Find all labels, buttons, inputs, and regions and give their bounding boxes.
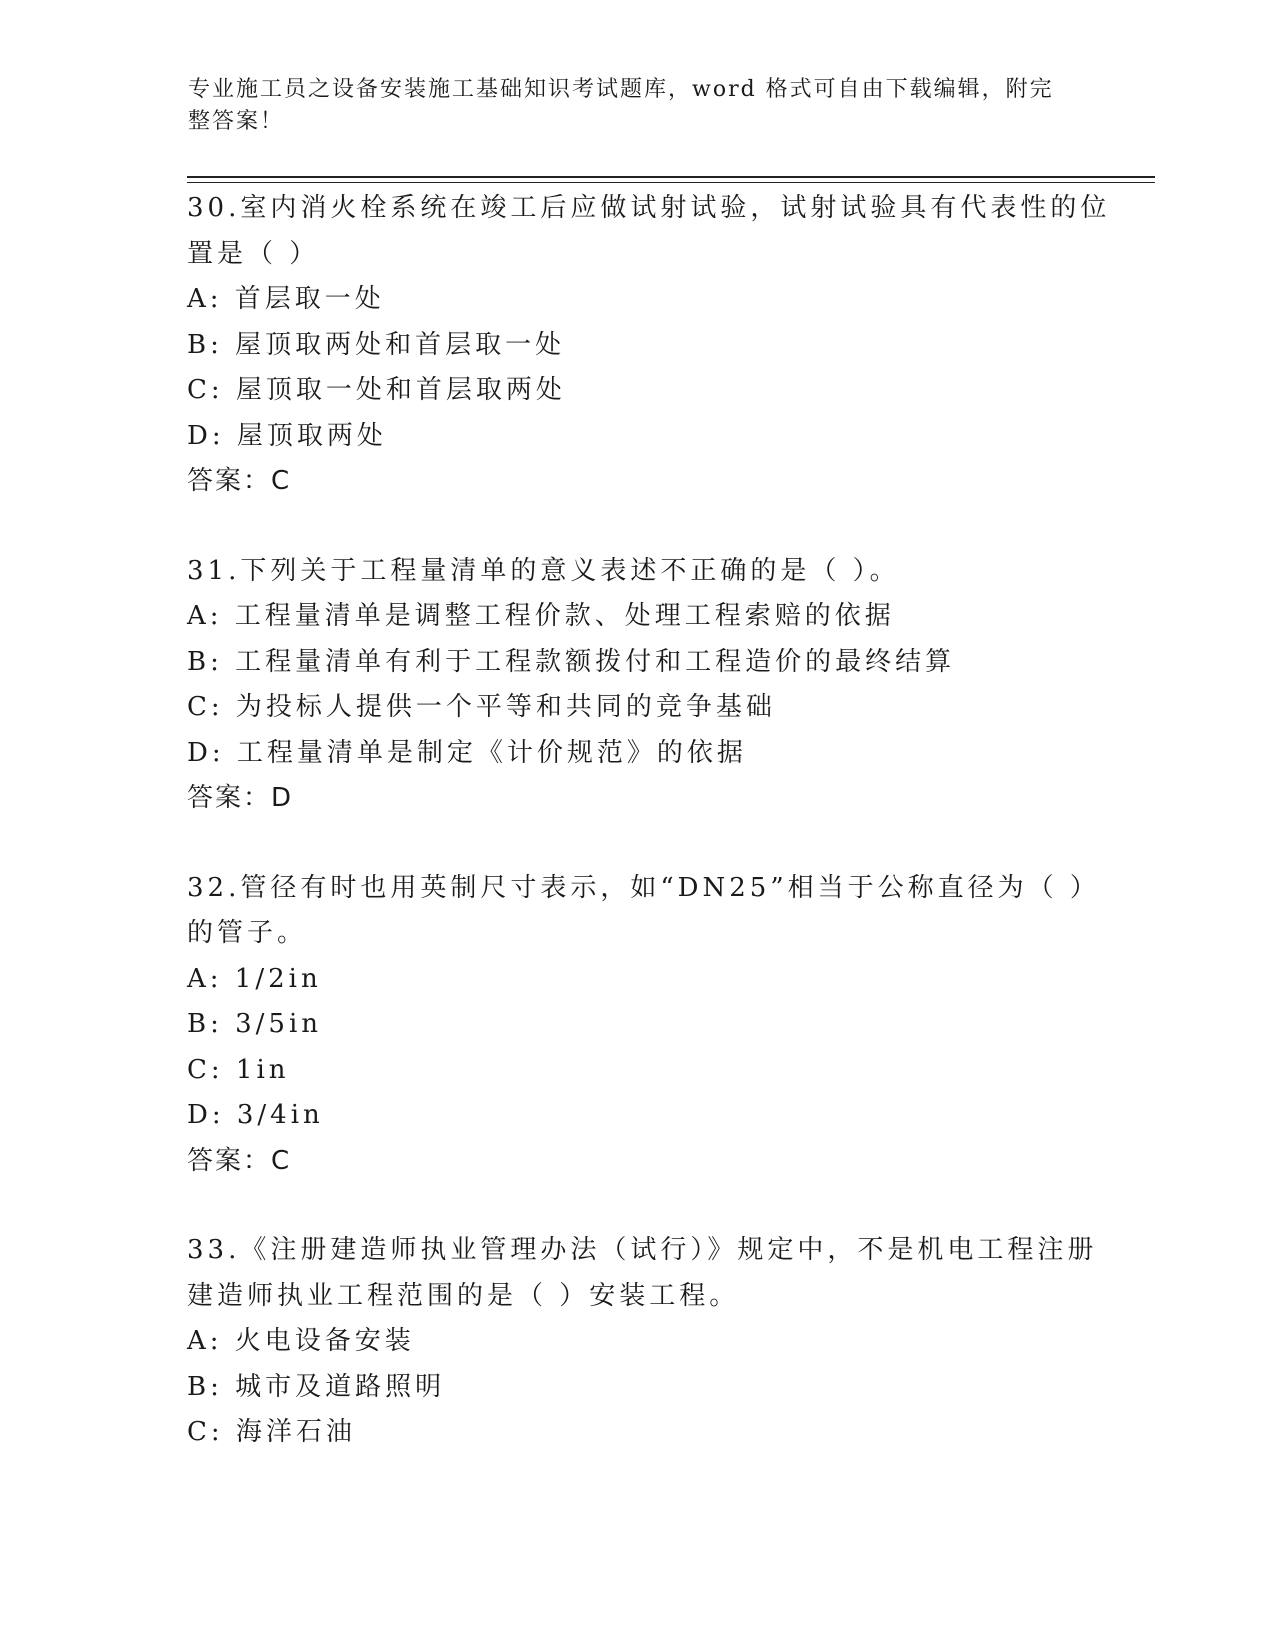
question-stem: 30.室内消火栓系统在竣工后应做试射试验，试射试验具有代表性的位 (187, 193, 1111, 223)
header-divider-thin (187, 182, 1155, 183)
question-stem: 置是（ ） (187, 238, 320, 269)
question-32 (187, 866, 1100, 1185)
question-stem: 32.管径有时也用英制尺寸表示，如“DN25”相当于公称直径为（ ） (187, 872, 1100, 903)
option-d: D: 工程量清单是制定《计价规范》的依据 (187, 737, 747, 768)
option-c: C: 为投标人提供一个平等和共同的竞争基础 (187, 692, 776, 722)
question-stem: 31.下列关于工程量清单的意义表述不正确的是（ ）。 (187, 555, 900, 586)
option-c: C: 1in (187, 1054, 290, 1085)
option-d: D: 屋顶取两处 (187, 420, 387, 451)
option-b: B: 工程量清单有利于工程款额拨付和工程造价的最终结算 (187, 646, 956, 677)
option-d: D: 3/4in (187, 1100, 324, 1130)
option-b: B: 屋顶取两处和首层取一处 (187, 329, 566, 360)
answer: 答案：C (187, 466, 292, 496)
option-a: A: 火电设备安装 (187, 1326, 415, 1356)
question-stem: 33.《注册建造师执业管理办法（试行）》规定中，不是机电工程注册 (187, 1235, 1098, 1265)
question-stem: 的管子。 (187, 918, 308, 948)
option-a: A: 工程量清单是调整工程价款、处理工程索赔的依据 (187, 601, 895, 631)
question-31 (187, 549, 1087, 822)
question-list (187, 186, 1111, 1500)
question-33 (187, 1228, 1098, 1456)
header-line-2: 整答案！ (188, 109, 285, 134)
answer: 答案：D (187, 783, 294, 813)
answer: 答案：C (187, 1145, 292, 1176)
option-a: A: 1/2in (187, 963, 322, 994)
header-divider-thick (187, 176, 1155, 178)
option-c: C: 屋顶取一处和首层取两处 (187, 375, 566, 405)
header-line-1: 专业施工员之设备安装施工基础知识考试题库，word 格式可自由下载编辑，附完 (188, 77, 1054, 102)
question-stem: 建造师执业工程范围的是（ ）安装工程。 (187, 1280, 740, 1311)
question-30 (187, 186, 1111, 505)
option-b: B: 城市及道路照明 (187, 1371, 446, 1402)
document-header (188, 74, 1068, 138)
option-a: A: 首层取一处 (187, 284, 385, 314)
option-c: C: 海洋石油 (187, 1417, 356, 1447)
option-b: B: 3/5in (187, 1009, 323, 1039)
